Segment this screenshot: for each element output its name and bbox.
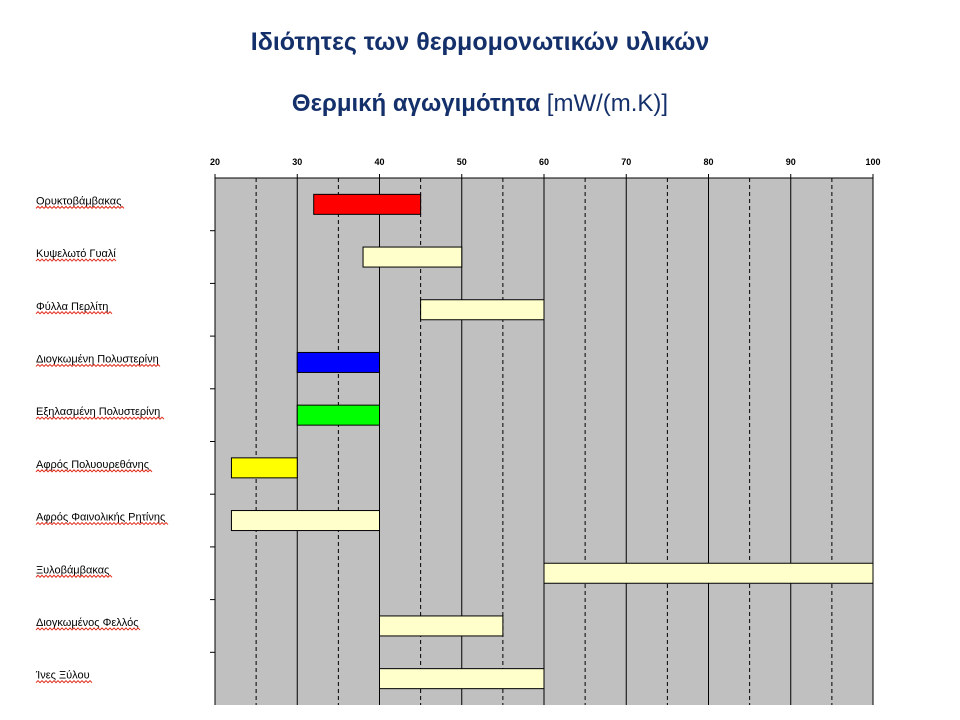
category-label: Εξηλασμένη Πολυστερίνη bbox=[36, 406, 161, 419]
bar-range bbox=[380, 616, 503, 636]
x-tick-label: 20 bbox=[209, 157, 221, 167]
category-label: Κυψελωτό Γυαλί bbox=[36, 248, 116, 261]
bar-range bbox=[363, 247, 462, 267]
bar-range bbox=[297, 352, 379, 372]
chart-title: Ιδιότητες των θερμομονωτικών υλικών bbox=[250, 28, 710, 56]
x-tick-label: 90 bbox=[785, 157, 796, 167]
bar-range bbox=[231, 458, 297, 478]
subtitle-quantity: Θερμική αγωγιμότητα bbox=[291, 90, 541, 117]
category-label: Αφρός Πολυουρεθάνης bbox=[36, 458, 149, 471]
x-tick-label: 100 bbox=[865, 157, 881, 167]
category-labels bbox=[35, 195, 168, 682]
category-label: Διογκωμένη Πολυστερίνη bbox=[36, 353, 159, 366]
category-label: Φύλλα Περλίτη bbox=[36, 300, 109, 313]
bar-range bbox=[421, 300, 544, 320]
x-tick-label: 70 bbox=[621, 157, 632, 167]
category-label: Αφρός Φαινολικής Ρητίνης bbox=[36, 511, 166, 524]
plot-area bbox=[210, 157, 881, 705]
bar-range bbox=[380, 669, 545, 689]
category-label: Ορυκτοβάμβακας bbox=[36, 195, 122, 208]
bar-range bbox=[297, 405, 379, 425]
category-label: Ξυλοβάμβακας bbox=[36, 564, 110, 577]
x-tick-label: 60 bbox=[538, 157, 550, 167]
bar-range bbox=[231, 511, 379, 531]
bar-range bbox=[314, 194, 421, 214]
category-label: Διογκωμένος Φελλός bbox=[36, 616, 139, 629]
x-tick-label: 30 bbox=[292, 157, 303, 167]
category-label: Ίνες Ξύλου bbox=[36, 669, 90, 682]
x-tick-label: 40 bbox=[374, 157, 385, 167]
subtitle-unit: [mW/(m.K)] bbox=[546, 90, 669, 117]
x-tick-label: 80 bbox=[703, 157, 714, 167]
x-tick-label: 50 bbox=[456, 157, 467, 167]
bar-range bbox=[544, 563, 873, 583]
